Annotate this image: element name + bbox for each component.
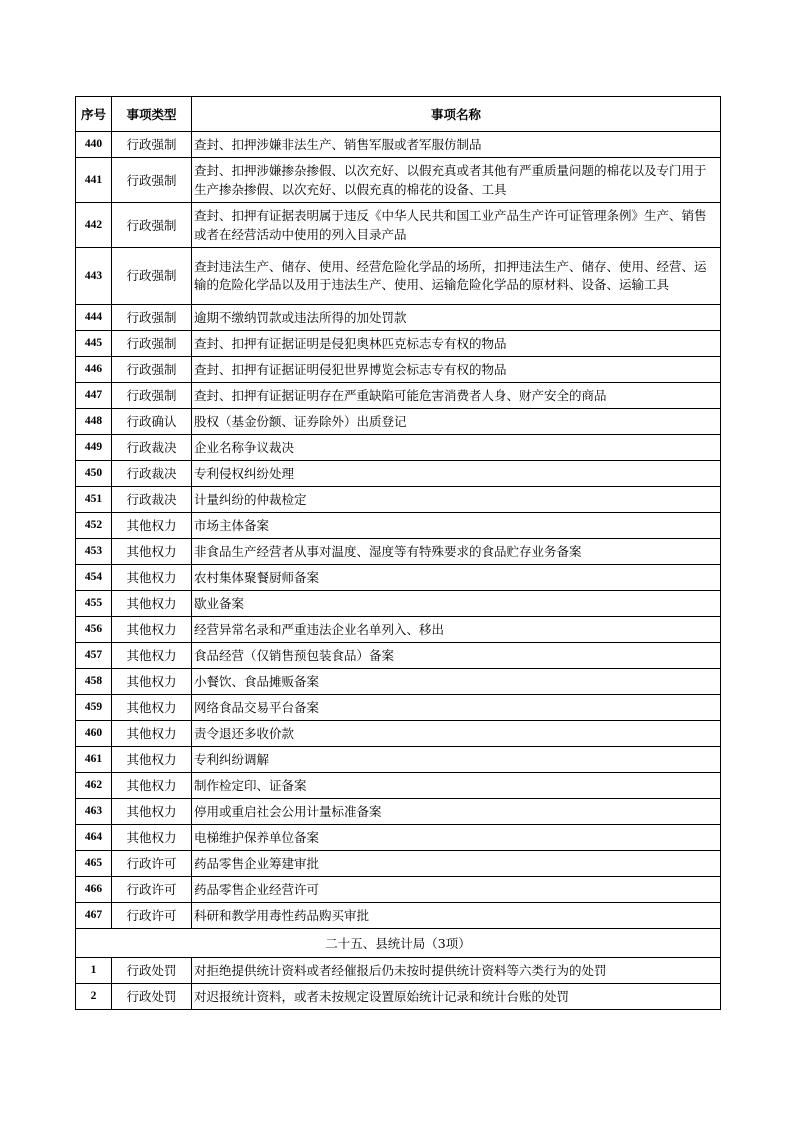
row-type: 行政强制 — [112, 203, 192, 248]
row-type: 其他权力 — [112, 643, 192, 669]
row-type: 行政强制 — [112, 248, 192, 305]
row-type: 行政许可 — [112, 903, 192, 929]
row-name: 对迟报统计资料，或者未按规定设置原始统计记录和统计台账的处罚 — [192, 984, 721, 1010]
row-name: 电梯维护保养单位备案 — [192, 825, 721, 851]
row-name: 农村集体聚餐厨师备案 — [192, 565, 721, 591]
table-row — [76, 383, 721, 409]
row-name: 网络食品交易平台备案 — [192, 695, 721, 721]
row-serial: 455 — [76, 591, 112, 617]
row-serial: 444 — [76, 305, 112, 331]
row-name: 股权（基金份额、证券除外）出质登记 — [192, 409, 721, 435]
row-serial: 460 — [76, 721, 112, 747]
row-name: 查封、扣押有证据表明属于违反《中华人民共和国工业产品生产许可证管理条例》生产、销售或者在经营活动中使用的列入目录产品 — [192, 203, 721, 248]
row-serial: 466 — [76, 877, 112, 903]
row-type: 行政处罚 — [112, 958, 192, 984]
row-type: 其他权力 — [112, 591, 192, 617]
row-name: 药品零售企业经营许可 — [192, 877, 721, 903]
row-serial: 453 — [76, 539, 112, 565]
table-row — [76, 799, 721, 825]
header-item-type: 事项类型 — [112, 97, 192, 132]
row-type: 行政裁决 — [112, 461, 192, 487]
row-type: 其他权力 — [112, 799, 192, 825]
row-type: 行政裁决 — [112, 487, 192, 513]
table-row — [76, 513, 721, 539]
row-name: 逾期不缴纳罚款或违法所得的加处罚款 — [192, 305, 721, 331]
row-name: 专利纠纷调解 — [192, 747, 721, 773]
row-serial: 459 — [76, 695, 112, 721]
table-row — [76, 357, 721, 383]
table-row — [76, 903, 721, 929]
table-row — [76, 825, 721, 851]
table-row — [76, 305, 721, 331]
row-name: 查封、扣押有证据证明侵犯世界博览会标志专有权的物品 — [192, 357, 721, 383]
row-type: 行政强制 — [112, 158, 192, 203]
row-serial: 450 — [76, 461, 112, 487]
row-serial: 447 — [76, 383, 112, 409]
row-serial: 442 — [76, 203, 112, 248]
row-type: 其他权力 — [112, 539, 192, 565]
row-serial: 441 — [76, 158, 112, 203]
row-name: 制作检定印、证备案 — [192, 773, 721, 799]
row-name: 食品经营（仅销售预包装食品）备案 — [192, 643, 721, 669]
row-name: 经营异常名录和严重违法企业名单列入、移出 — [192, 617, 721, 643]
row-name: 药品零售企业筹建审批 — [192, 851, 721, 877]
row-type: 其他权力 — [112, 773, 192, 799]
row-serial: 445 — [76, 331, 112, 357]
row-type: 其他权力 — [112, 617, 192, 643]
table-row — [76, 565, 721, 591]
row-serial: 443 — [76, 248, 112, 305]
row-serial: 446 — [76, 357, 112, 383]
table-row — [76, 158, 721, 203]
row-serial: 464 — [76, 825, 112, 851]
table-row — [76, 203, 721, 248]
row-serial: 2 — [76, 984, 112, 1010]
row-name: 企业名称争议裁决 — [192, 435, 721, 461]
row-name: 专利侵权纠纷处理 — [192, 461, 721, 487]
row-type: 行政裁决 — [112, 435, 192, 461]
row-serial: 451 — [76, 487, 112, 513]
row-serial: 457 — [76, 643, 112, 669]
row-type: 行政处罚 — [112, 984, 192, 1010]
table-row — [76, 248, 721, 305]
row-name: 歇业备案 — [192, 591, 721, 617]
row-name: 查封、扣押有证据证明存在严重缺陷可能危害消费者人身、财产安全的商品 — [192, 383, 721, 409]
row-serial: 458 — [76, 669, 112, 695]
row-type: 其他权力 — [112, 721, 192, 747]
row-name: 查封、扣押涉嫌掺杂掺假、以次充好、以假充真或者其他有严重质量问题的棉花以及专门用于生产掺杂掺假、以次充好、以假充真的棉花的设备、工具 — [192, 158, 721, 203]
row-type: 其他权力 — [112, 695, 192, 721]
table-row — [76, 132, 721, 158]
table-row — [76, 958, 721, 984]
row-serial: 452 — [76, 513, 112, 539]
table-row — [76, 487, 721, 513]
table-header-row — [76, 97, 721, 132]
row-type: 行政确认 — [112, 409, 192, 435]
row-serial: 462 — [76, 773, 112, 799]
section-header-row — [76, 929, 721, 958]
header-item-name: 事项名称 — [192, 97, 721, 132]
table-row — [76, 643, 721, 669]
row-type: 行政许可 — [112, 877, 192, 903]
row-type: 行政许可 — [112, 851, 192, 877]
table-row — [76, 984, 721, 1010]
row-serial: 456 — [76, 617, 112, 643]
row-type: 其他权力 — [112, 825, 192, 851]
row-type: 其他权力 — [112, 747, 192, 773]
row-serial: 1 — [76, 958, 112, 984]
table-row — [76, 461, 721, 487]
row-name: 非食品生产经营者从事对温度、湿度等有特殊要求的食品贮存业务备案 — [192, 539, 721, 565]
section-title: 二十五、县统计局（3项） — [76, 929, 721, 958]
row-type: 其他权力 — [112, 513, 192, 539]
row-name: 对拒绝提供统计资料或者经催报后仍未按时提供统计资料等六类行为的处罚 — [192, 958, 721, 984]
row-serial: 454 — [76, 565, 112, 591]
row-serial: 461 — [76, 747, 112, 773]
table-row — [76, 773, 721, 799]
table-row — [76, 539, 721, 565]
row-name: 科研和教学用毒性药品购买审批 — [192, 903, 721, 929]
row-type: 行政强制 — [112, 383, 192, 409]
row-type: 行政强制 — [112, 357, 192, 383]
row-name: 查封、扣押涉嫌非法生产、销售军服或者军服仿制品 — [192, 132, 721, 158]
row-serial: 448 — [76, 409, 112, 435]
table-row — [76, 851, 721, 877]
power-list-table — [75, 96, 721, 1010]
row-name: 查封违法生产、储存、使用、经营危险化学品的场所，扣押违法生产、储存、使用、经营、运输的危险化学品以及用于违法生产、使用、运输危险化学品的原材料、设备、运输工具 — [192, 248, 721, 305]
row-name: 责令退还多收价款 — [192, 721, 721, 747]
row-name: 停用或重启社会公用计量标准备案 — [192, 799, 721, 825]
row-serial: 465 — [76, 851, 112, 877]
row-serial: 449 — [76, 435, 112, 461]
row-type: 行政强制 — [112, 132, 192, 158]
row-name: 计量纠纷的仲裁检定 — [192, 487, 721, 513]
table-row — [76, 669, 721, 695]
row-name: 查封、扣押有证据证明是侵犯奥林匹克标志专有权的物品 — [192, 331, 721, 357]
row-serial: 463 — [76, 799, 112, 825]
row-serial: 467 — [76, 903, 112, 929]
header-serial: 序号 — [76, 97, 112, 132]
row-name: 小餐饮、食品摊贩备案 — [192, 669, 721, 695]
table-row — [76, 617, 721, 643]
row-name: 市场主体备案 — [192, 513, 721, 539]
table-row — [76, 409, 721, 435]
row-type: 行政强制 — [112, 331, 192, 357]
table-row — [76, 877, 721, 903]
table-row — [76, 591, 721, 617]
table-row — [76, 331, 721, 357]
table-row — [76, 747, 721, 773]
table-row — [76, 695, 721, 721]
table-row — [76, 721, 721, 747]
row-type: 其他权力 — [112, 565, 192, 591]
row-type: 其他权力 — [112, 669, 192, 695]
table-row — [76, 435, 721, 461]
row-serial: 440 — [76, 132, 112, 158]
row-type: 行政强制 — [112, 305, 192, 331]
